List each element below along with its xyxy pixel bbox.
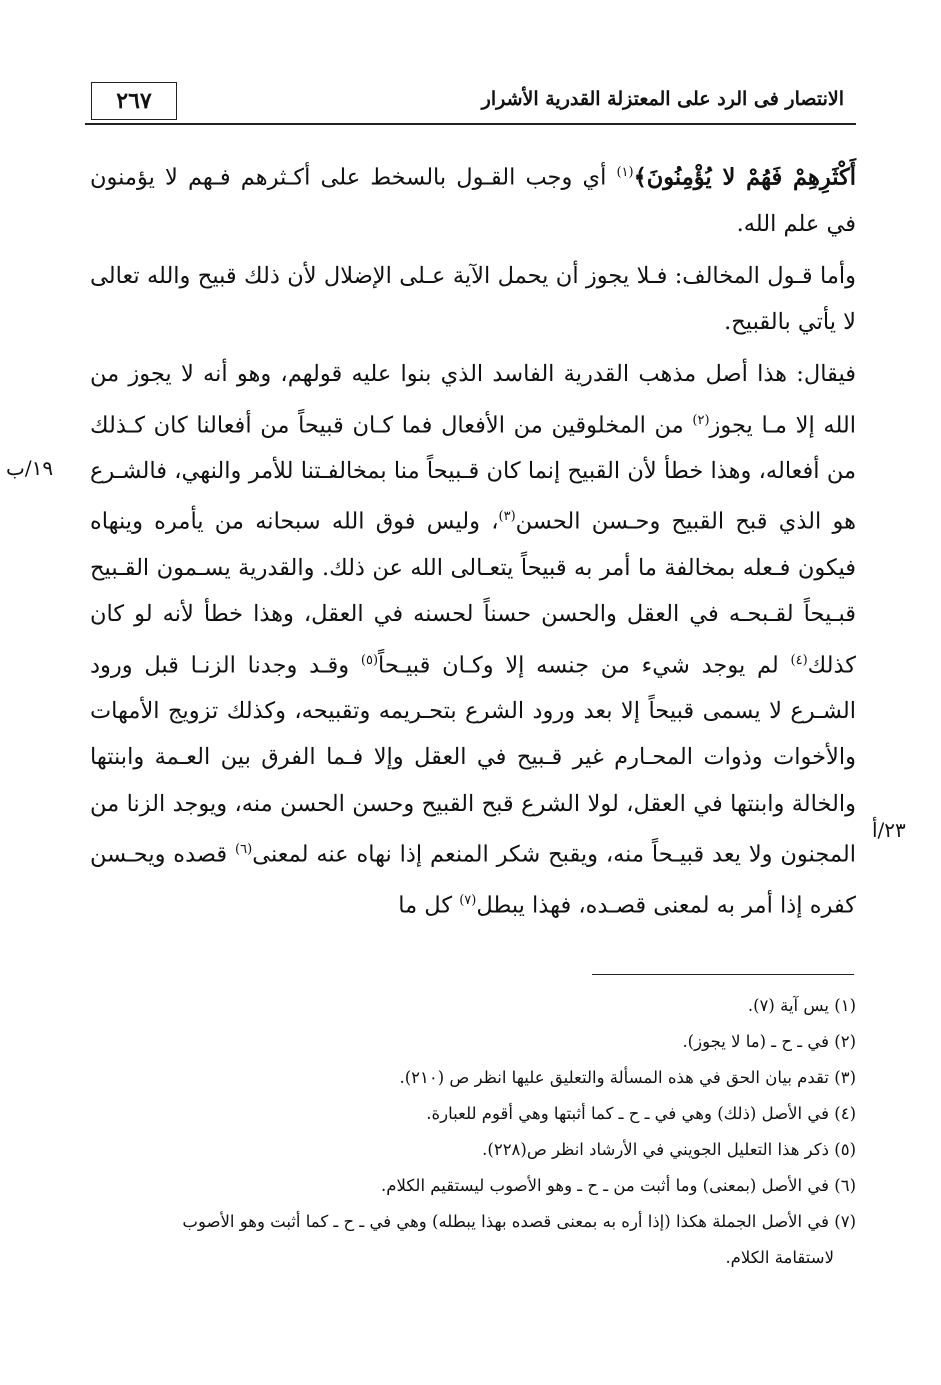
footnote-ref-3: (٣): [498, 509, 516, 525]
footnote-3: (٣) تقدم بيان الحق في هذه المسألة والتعليق عليها انظر ص (٢١٠).: [399, 1068, 856, 1087]
paragraph-3-part-g: كل ما: [398, 892, 460, 919]
footnotes: [90, 988, 856, 1276]
footnote-1: (١) يس آية (٧).: [747, 996, 856, 1015]
page-number-box: [91, 82, 177, 120]
footnote-ref-4: (٤): [790, 652, 808, 668]
footnote-separator: [592, 974, 854, 975]
quran-verse: أَكْثَرِهِمْ فَهُمْ لا يُؤْمِنُونَ﴾: [633, 164, 857, 191]
footnote-ref-6: (٦): [235, 841, 253, 857]
margin-folio-23a: ٢٣/أ: [872, 818, 906, 842]
footnote-6: (٦) في الأصل (بمعنى) وما أثبت من ـ ح ـ وهو الأصوب ليستقيم الكلام.: [381, 1176, 856, 1195]
paragraph-3-part-a: فيقال: هذا أصل مذهب القدرية الفاسد الذي بنوا عليه قولهم، وهو أنه لا يجوز من الله إلا مـا يجوز: [90, 361, 857, 439]
footnote-ref-7: (٧): [459, 892, 477, 908]
paragraph-3-part-b: من المخلوقين من الأفعال فما كـان قبيحاً من أفعالنا كان كـذلك من أفعاله، وهذا خطأ لأن القبيح إنما كان قـبيحاً منا بمخالفـتنا للأمر والنهي، فالشـرع هو الذي قبح القبيح وحـسن الحسن: [90, 412, 856, 535]
paragraph-3-part-c: ، وليس فوق الله سبحانه من يأمره وينهاه فيكون فـعله بمخالفة ما أمر به قبيحاً يتعـالى الله عن ذلك. والقدرية يسـمون القـبيح قبـيحاً لقـبحـه في العقل والحسن حسناً لحسنه في العقل، وهذا خطأ لأنه لو كان كذلك: [90, 508, 856, 679]
footnote-4: (٤) في الأصل (ذلك) وهي في ـ ح ـ كما أثبتها وهي أقوم للعبارة.: [426, 1104, 856, 1123]
paragraph-1: [90, 150, 856, 247]
footnote-7-continuation: لاستقامة الكلام.: [725, 1248, 834, 1267]
running-title: الانتصار فى الرد على المعتزلة القدرية الأشرار: [481, 88, 844, 110]
footnote-ref-2: (٢): [692, 412, 710, 428]
paragraph-2: وأما قـول المخالف: فـلا يجوز أن يحمل الآية عـلى الإضلال لأن ذلك قبيح والله تعالى لا يأتي بالقبيح.: [90, 262, 856, 336]
footnote-5: (٥) ذكر هذا التعليل الجويني في الأرشاد انظر ص(٢٢٨).: [482, 1140, 856, 1159]
main-text: [90, 150, 856, 928]
paragraph-3: [90, 351, 856, 928]
paragraph-3-part-e: وقـد وجدنا الزنـا قبل ورود الشـرع لا يسمى قبيحاً إلا بعد ورود الشرع بتحـريمه وتقبيحه، وكذلك تزويج الأمهات والأخوات وذوات المحـارم غير قـبيح في العقل وإلا فـما الفرق بين العـمة وابنتها والخالة وابنتها في العقل، لولا الشرع قبح القبيح وحسن الحسن منه، ويوجد الزنا من المجنون ولا يعد قبيـحاً منه، ويقبح شكر المنعم إذا نهاه عنه لمعنى: [90, 652, 856, 868]
paragraph-3-part-f: قصده ويحـسن كفره إذا أمر به لمعنى قصـده، فهذا يبطل: [90, 841, 856, 919]
margin-folio-19b: ١٩/ب: [6, 456, 54, 480]
header-rule: [85, 123, 856, 125]
paragraph-1-text: أي وجب القـول بالسخط على أكـثرهم فـهم لا يؤمنون في علم الله.: [90, 164, 856, 237]
footnote-ref-1: (١): [616, 165, 634, 180]
footnote-7: (٧) في الأصل الجملة هكذا (إذا أره به بمعنى قصده بهذا يبطله) وهي في ـ ح ـ كما أثبت وهو الأصوب: [182, 1212, 856, 1231]
footnote-2: (٢) في ـ ح ـ (ما لا يجوز).: [682, 1032, 856, 1051]
running-header: [85, 82, 856, 128]
page-number: ٢٦٧: [116, 88, 152, 114]
paragraph-3-part-d: لم يوجد شيء من جنسه إلا وكـان قبيـحاً: [378, 652, 791, 679]
footnote-ref-5: (٥): [360, 652, 379, 668]
